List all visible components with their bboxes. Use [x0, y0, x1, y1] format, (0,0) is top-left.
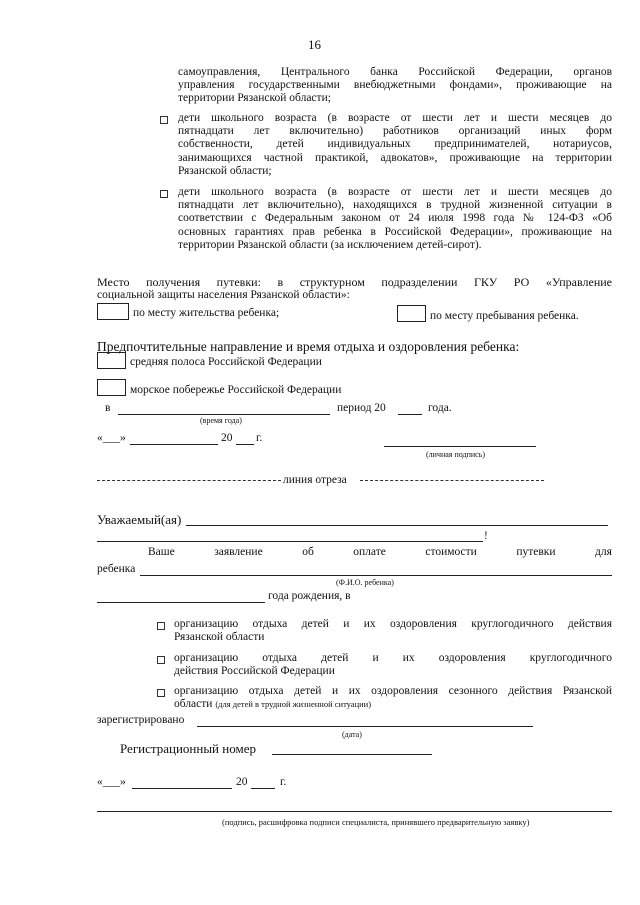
signature-caption: (личная подпись) — [426, 450, 486, 459]
category-1-line: занимающихся частной практикой, адвокатов», проживающие на территории — [178, 151, 612, 164]
date-caption: (дата) — [342, 730, 362, 739]
notice-date-year-label: 20 — [236, 776, 248, 788]
org-3-region: области — [174, 698, 213, 711]
child-name-field[interactable] — [140, 575, 612, 576]
signature-field[interactable] — [384, 446, 536, 447]
cut-line-right — [360, 480, 544, 481]
sea-coast-checkbox[interactable] — [97, 379, 126, 396]
date-suffix: г. — [256, 432, 263, 444]
in-label: в — [105, 402, 111, 414]
category-1-line: дети школьного возраста (в возрасте от шести лет и шести месяцев до — [178, 112, 612, 124]
org-3-note: (для детей в трудной жизненной ситуации) — [215, 699, 372, 710]
notice-date-year-field[interactable] — [251, 788, 275, 789]
residence-label: по месту жительства ребенка; — [133, 307, 280, 319]
greeting-label: Уважаемый(ая) — [97, 512, 182, 527]
intro-line: самоуправления, Центрального банка Российской Федерации, органов — [178, 66, 612, 78]
date-month-field[interactable] — [130, 444, 218, 445]
notice-sentence — [148, 546, 612, 559]
notice-word: для — [595, 546, 612, 558]
stay-checkbox[interactable] — [397, 305, 426, 322]
exclamation: ! — [484, 530, 488, 542]
reg-number-field[interactable] — [272, 754, 432, 755]
org-3-text — [174, 685, 612, 711]
birth-year-text: года рождения, в — [268, 590, 351, 602]
addressee-field-2[interactable] — [97, 541, 483, 542]
residence-checkbox[interactable] — [97, 303, 129, 320]
date-year-field[interactable] — [236, 444, 254, 445]
category-1-checkbox[interactable] — [160, 116, 168, 124]
sea-coast-label: морское побережье Российской Федерации — [130, 384, 342, 396]
place-line-2: социальной защиты населения Рязанской области»: — [97, 289, 350, 302]
child-label: ребенка — [97, 563, 136, 575]
date-day-field[interactable]: «___» — [97, 432, 126, 444]
registered-date-field[interactable] — [197, 726, 533, 727]
category-2-line: основных гарантиях прав ребенка в Российской Федерации», проживающие на — [178, 225, 612, 238]
category-1-line: собственности, детей индивидуальных предпринимателей, нотариусов, — [178, 138, 612, 151]
place-section — [97, 276, 612, 302]
specialist-signature-field[interactable] — [97, 811, 612, 812]
category-2-line: территории Рязанской области (за исключением детей-сирот). — [178, 238, 482, 251]
middle-zone-label: средняя полоса Российской Федерации — [130, 356, 322, 368]
org-1-line: Рязанской области — [174, 631, 265, 644]
season-caption: (время года) — [200, 416, 242, 425]
page-number: 16 — [308, 37, 321, 52]
birth-year-field[interactable] — [97, 602, 265, 603]
notice-date-month-field[interactable] — [132, 788, 232, 789]
notice-date-suffix: г. — [280, 776, 287, 788]
stay-label: по месту пребывания ребенка. — [430, 310, 579, 322]
notice-word: Ваше — [148, 546, 175, 558]
cut-line-left — [97, 480, 281, 481]
year-label: года. — [428, 402, 452, 414]
notice-word: заявление — [214, 546, 263, 558]
category-2-line: пятнадцати лет включительно), находящихся в трудной жизненной ситуации в — [178, 199, 612, 212]
direction-title: Предпочтительные направление и время отдыха и оздоровления ребенка: — [97, 339, 520, 354]
intro-paragraph — [178, 66, 612, 106]
category-2-line: соответствии с Федеральным законом от 24 июля 1998 года № 124-ФЗ «Об — [178, 212, 612, 225]
org-3-checkbox[interactable] — [157, 689, 165, 697]
notice-word: путевки — [516, 546, 556, 558]
org-1-checkbox[interactable] — [157, 622, 165, 630]
org-2-text — [174, 652, 612, 678]
place-line-1: Место получения путевки: в структурном подразделении ГКУ РО «Управление — [97, 275, 612, 289]
notice-word: стоимости — [425, 546, 477, 558]
cut-line-label: линия отреза — [283, 474, 347, 486]
period-year-field[interactable] — [398, 414, 422, 415]
org-2-checkbox[interactable] — [157, 656, 165, 664]
org-3-line: организацию отдыха детей и их оздоровления сезонного действия Рязанской — [174, 685, 612, 697]
notice-word: оплате — [353, 546, 386, 558]
season-field[interactable] — [118, 414, 330, 415]
notice-date-day[interactable]: «___» — [97, 776, 126, 788]
org-2-line: организацию отдыха детей и их оздоровления круглогодичного — [174, 652, 612, 664]
specialist-caption: (подпись, расшифровка подписи специалиста, принявшего предварительную заявку) — [222, 817, 530, 827]
intro-line: территории Рязанской области; — [178, 92, 331, 105]
date-year-label: 20 — [221, 432, 233, 444]
category-1-line: Рязанской области; — [178, 164, 272, 177]
notice-word: об — [302, 546, 314, 558]
category-1-text — [178, 112, 612, 178]
middle-zone-checkbox[interactable] — [97, 352, 126, 369]
category-1-line: пятнадцати лет включительно) работников организаций иных форм — [178, 125, 612, 138]
child-caption: (Ф.И.О. ребенка) — [336, 578, 394, 587]
addressee-field[interactable] — [186, 525, 608, 526]
category-2-checkbox[interactable] — [160, 190, 168, 198]
reg-number-label: Регистрационный номер — [120, 741, 256, 756]
org-1-text — [174, 618, 612, 644]
category-2-line: дети школьного возраста (в возрасте от шести лет и шести месяцев до — [178, 186, 612, 198]
registered-label: зарегистрировано — [97, 714, 185, 726]
category-2-text — [178, 186, 612, 252]
org-3-line-2 — [174, 698, 612, 711]
intro-line: управления государственными внебюджетными фондами», проживающие на — [178, 79, 612, 92]
period-label: период 20 — [337, 402, 386, 414]
org-2-line: действия Российской Федерации — [174, 665, 335, 678]
org-1-line: организацию отдыха детей и их оздоровления круглогодичного действия — [174, 618, 612, 630]
